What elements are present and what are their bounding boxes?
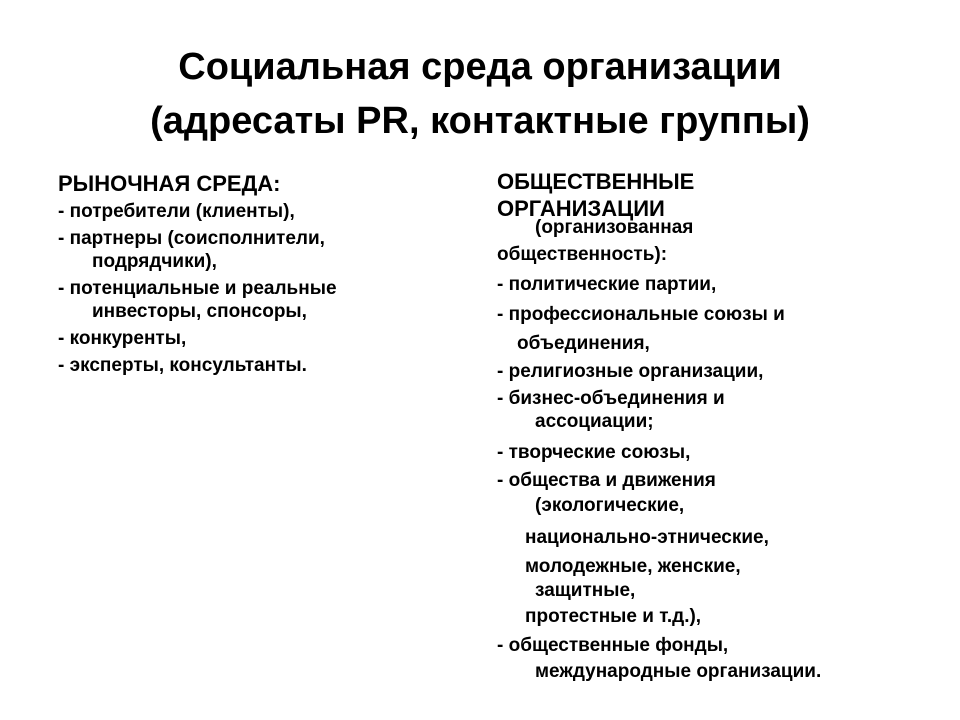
list-item: подрядчики), xyxy=(92,251,217,272)
list-item: - политические партии, xyxy=(497,274,717,295)
list-item: протестные и т.д.), xyxy=(525,606,702,627)
list-item: ассоциации; xyxy=(535,411,654,432)
list-item: общественность): xyxy=(497,244,668,265)
list-item: - общества и движения xyxy=(497,470,716,491)
list-item: - потенциальные и реальные xyxy=(58,278,337,299)
list-item: - профессиональные союзы и xyxy=(497,304,785,325)
list-item: - конкуренты, xyxy=(58,328,187,349)
list-item: - потребители (клиенты), xyxy=(58,201,295,222)
list-item: международные организации. xyxy=(535,661,822,682)
public-organizations-heading-2: ОРГАНИЗАЦИИ xyxy=(497,196,665,221)
list-item: национально-этнические, xyxy=(525,527,769,548)
public-organizations-column xyxy=(497,168,937,683)
slide-title xyxy=(0,40,960,148)
market-environment-column xyxy=(58,170,458,377)
list-item: - эксперты, консультанты. xyxy=(58,355,307,376)
list-item: объединения, xyxy=(517,333,650,354)
list-item: - общественные фонды, xyxy=(497,635,729,656)
title-line-2: (адресаты PR, контактные группы) xyxy=(150,100,810,142)
list-item: - бизнес-объединения и xyxy=(497,388,725,409)
list-item: молодежные, женские, xyxy=(525,556,741,577)
title-line-1: Социальная среда организации xyxy=(178,46,782,88)
list-item: (экологические, xyxy=(535,495,685,516)
market-environment-heading: РЫНОЧНАЯ СРЕДА: xyxy=(58,171,281,196)
list-item: (организованная xyxy=(535,217,694,238)
list-item: инвесторы, спонсоры, xyxy=(92,301,307,322)
list-item: - религиозные организации, xyxy=(497,361,764,382)
public-organizations-heading-1: ОБЩЕСТВЕННЫЕ xyxy=(497,169,695,194)
list-item: - творческие союзы, xyxy=(497,442,691,463)
list-item: - партнеры (соисполнители, xyxy=(58,228,325,249)
list-item: защитные, xyxy=(535,580,636,601)
